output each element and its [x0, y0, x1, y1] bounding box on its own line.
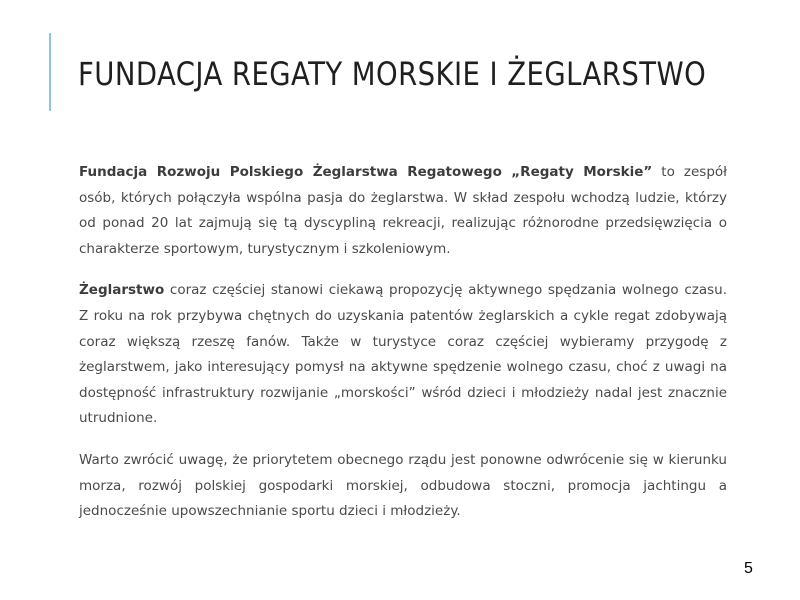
paragraph-sailing-text: coraz częściej stanowi ciekawą propozycję aktywnego spędzania wolnego czasu. Z roku na rok przybywa chętnych do uzyskania patentów żeglarskich a cykle regat zdobywają coraz większą rzeszę fanów. Także w turystyce coraz częściej wybieramy przygodę z żeglarstwem, jako interesujący pomysł na aktywne spędzenie wolnego czasu, choć z uwagi na dostępność infrastruktury rozwijanie „morskości” wśród dzieci i młodzieży nadal jest znacznie utrudnione. — [79, 282, 727, 427]
paragraph-sailing-bold: Żeglarstwo — [79, 282, 165, 299]
paragraph-government — [79, 448, 727, 525]
paragraph-foundation-text: to zespół osób, których połączyła wspólna pasja do żeglarstwa. W skład zespołu wchodzą ludzie, którzy od ponad 20 lat zajmują się tą dyscypliną rekreacji, realizując różnorodne przedsięwzięcia o charakterze sportowym, turystycznym i szkoleniowym. — [79, 164, 727, 257]
paragraph-foundation-bold: Fundacja Rozwoju Polskiego Żeglarstwa Regatowego „Regaty Morskie” — [79, 164, 653, 180]
paragraph-government-text: Warto zwrócić uwagę, że priorytetem obecnego rządu jest ponowne odwrócenie się w kierunku morza, rozwój polskiej gospodarki morskiej, odbudowa stoczni, promocja jachtingu a jednocześnie upowszechnianie sportu dzieci i młodzieży. — [79, 451, 727, 520]
slide-body — [79, 160, 727, 541]
slide-title: FUNDACJA REGATY MORSKIE I ŻEGLARSTWO — [78, 55, 707, 93]
paragraph-sailing — [79, 278, 727, 432]
paragraph-foundation — [79, 160, 727, 262]
page-number: 5 — [744, 560, 753, 577]
title-accent-line — [49, 33, 51, 111]
